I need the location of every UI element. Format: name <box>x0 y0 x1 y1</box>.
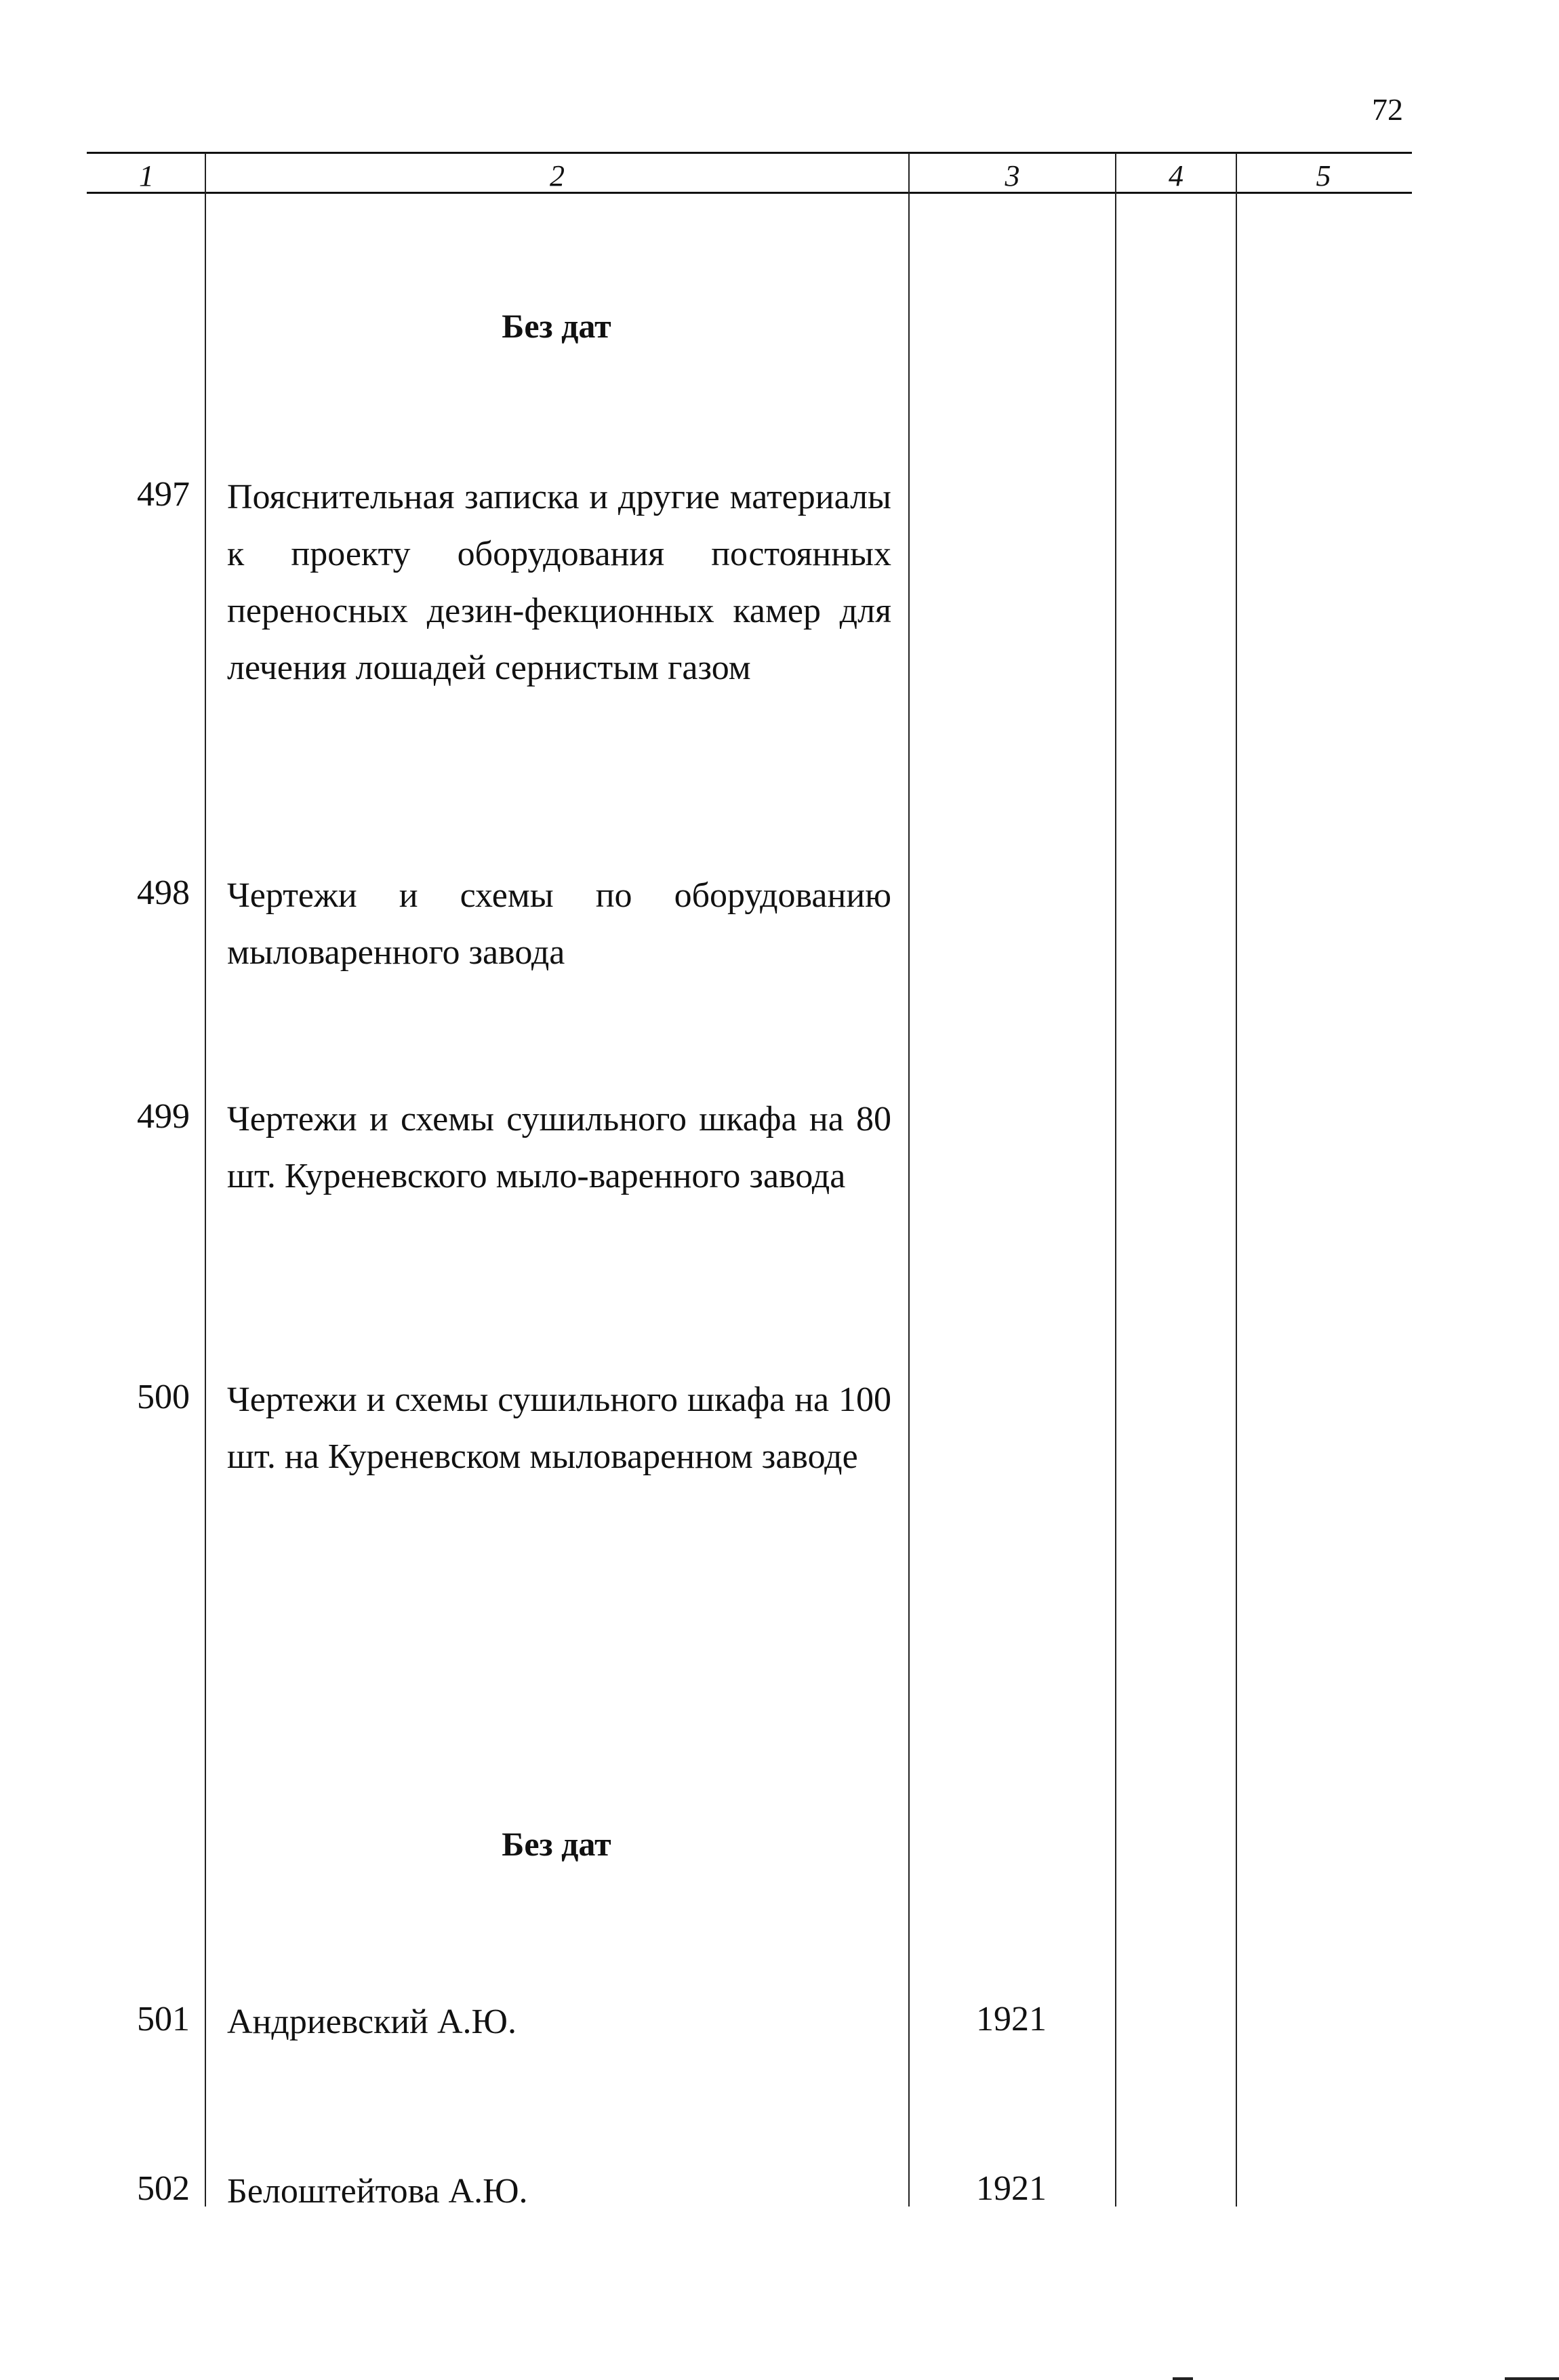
column-divider-3-4 <box>1115 153 1116 2207</box>
row-description: Белоштейтова А.Ю. <box>227 2172 528 2211</box>
row-description: Чертежи и схемы сушильного шкафа на 100 шт. на Куреневском мыловаренном заводе <box>227 1380 891 1476</box>
row-description: Пояснительная записка и другие материалы к проекту оборудования постоянных переносных дезин-фекционных камер для лечения лошадей сернистым газом <box>227 478 891 687</box>
header-top-rule <box>87 152 1412 154</box>
column-divider-2-3 <box>908 153 910 2207</box>
column-header-1: 1 <box>139 159 154 192</box>
row-date: 1921 <box>976 2000 1047 2038</box>
column-header-5: 5 <box>1316 159 1331 192</box>
scan-artifact <box>1173 2377 1193 2380</box>
section-title: Без дат <box>502 1825 611 1863</box>
row-number: 497 <box>137 475 190 514</box>
row-description: Чертежи и схемы сушильного шкафа на 80 шт. Куреневского мыло-варенного завода <box>227 1100 891 1195</box>
row-number: 502 <box>137 2169 190 2208</box>
row-number: 500 <box>137 1378 190 1416</box>
row-date: 1921 <box>976 2169 1047 2208</box>
scan-artifact <box>1505 2377 1559 2380</box>
column-divider-4-5 <box>1236 153 1237 2207</box>
section-title: Без дат <box>502 307 611 345</box>
row-description: Чертежи и схемы по оборудованию мыловаренного завода <box>227 876 891 972</box>
row-description: Андриевский А.Ю. <box>227 2003 517 2041</box>
column-divider-1-2 <box>205 153 206 2207</box>
row-number: 499 <box>137 1097 190 1136</box>
row-number: 501 <box>137 2000 190 2038</box>
column-header-4: 4 <box>1169 159 1183 192</box>
row-number: 498 <box>137 874 190 912</box>
column-header-2: 2 <box>550 159 565 192</box>
page-number: 72 <box>1372 92 1403 127</box>
column-header-3: 3 <box>1005 159 1020 192</box>
